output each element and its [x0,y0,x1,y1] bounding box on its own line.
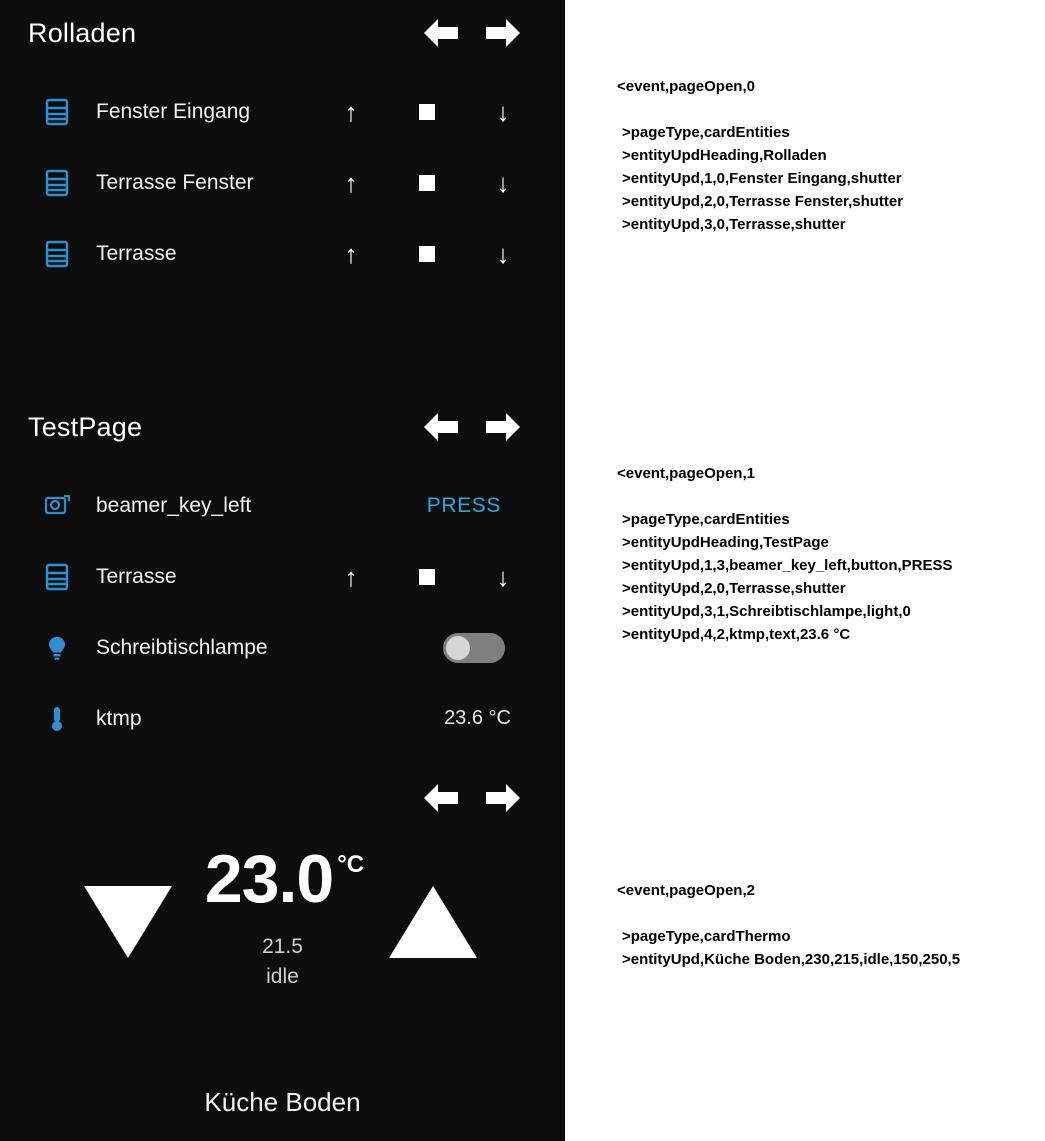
temperature-value: 23.6 °C [444,707,511,729]
shutter-up-button[interactable]: ↑ [344,96,358,127]
list-item-label: Schreibtischlampe [96,635,268,659]
shutter-down-button[interactable]: ↓ [496,96,510,127]
target-temperature: 21.5 [262,935,303,958]
card-header [0,394,565,460]
shutter-up-button[interactable]: ↑ [344,167,358,198]
temperature-unit: °C [337,851,365,878]
log-lines [617,508,953,646]
list-item-label: Terrasse Fenster [96,170,254,194]
list-item-label: ktmp [96,706,142,730]
log-line: >entityUpd,1,0,Fenster Eingang,shutter [622,170,902,187]
list-item-label: Fenster Eingang [96,99,251,123]
right-arrow-icon[interactable] [483,410,525,444]
thermostat-body [0,831,565,1081]
list-item-label: Terrasse [96,241,177,265]
shutter-icon [34,240,80,268]
log-lines [617,121,903,236]
shutter-up-button[interactable]: ↑ [344,238,358,269]
log-line: >entityUpd,3,0,Terrasse,shutter [622,216,846,233]
nav-arrows [419,410,541,444]
stop-square-icon [419,104,435,120]
page-title: TestPage [28,411,143,442]
thermostat-name: Küche Boden [204,1087,361,1117]
nav-arrows [419,16,541,50]
press-button[interactable]: PRESS [426,493,501,517]
shutter-up-button[interactable]: ↑ [344,561,358,592]
list-item-label: Terrasse [96,564,177,588]
list-item[interactable] [0,470,565,541]
list-item[interactable] [0,147,565,218]
log-line: >entityUpd,2,0,Terrasse,shutter [622,580,846,597]
toggle-knob [446,636,470,660]
card-entities-testpage [0,394,565,754]
log-line: >entityUpd,1,3,beamer_key_left,button,PRESS [622,557,953,574]
shutter-down-button[interactable]: ↓ [496,167,510,198]
entity-rows [0,460,565,754]
shutter-stop-button[interactable] [389,569,465,585]
log-event-line: <event,pageOpen,0 [617,78,755,95]
card-entities-rolladen [0,0,565,289]
page-title: Rolladen [28,17,137,48]
list-item [0,683,565,754]
log-line: >entityUpd,Küche Boden,230,215,idle,150,250,5 [622,951,961,968]
stop-square-icon [419,569,435,585]
stop-square-icon [419,246,435,262]
shutter-icon [34,563,80,591]
log-event-line: <event,pageOpen,1 [617,465,755,482]
right-arrow-icon[interactable] [483,781,525,815]
log-line: >entityUpd,3,1,Schreibtischlampe,light,0 [622,603,911,620]
shutter-controls [311,238,541,269]
left-arrow-icon[interactable] [419,16,461,50]
left-arrow-icon[interactable] [419,781,461,815]
serial-log-panel [565,0,1045,1141]
list-item[interactable] [0,218,565,289]
shutter-down-button[interactable]: ↓ [496,561,510,592]
shutter-controls [311,561,541,592]
card-thermo [0,765,565,1117]
current-temperature-group [0,841,565,917]
nav-arrows [419,781,541,815]
thermometer-icon [34,705,80,733]
shutter-down-button[interactable]: ↓ [496,238,510,269]
list-item-label: beamer_key_left [96,493,252,517]
shutter-controls [311,96,541,127]
left-arrow-icon[interactable] [419,410,461,444]
bulb-icon [34,634,80,662]
log-line: >pageType,cardEntities [622,124,790,141]
log-block [617,78,903,236]
log-line: >entityUpd,4,2,ktmp,text,23.6 °C [622,626,851,643]
shutter-stop-button[interactable] [389,246,465,262]
log-event-line: <event,pageOpen,2 [617,882,755,899]
log-line: >entityUpd,2,0,Terrasse Fenster,shutter [622,193,904,210]
stop-square-icon [419,175,435,191]
log-line: >pageType,cardThermo [622,928,791,945]
list-item[interactable] [0,541,565,612]
shutter-icon [34,169,80,197]
log-line: >pageType,cardEntities [622,511,790,528]
projector-icon [34,492,80,520]
log-line: >entityUpdHeading,Rolladen [622,147,827,164]
log-line: >entityUpdHeading,TestPage [622,534,829,551]
right-arrow-icon[interactable] [483,16,525,50]
list-item[interactable] [0,76,565,147]
thermostat-state: idle [266,965,299,988]
entity-rows [0,66,565,289]
shutter-stop-button[interactable] [389,104,465,120]
card-header [0,765,565,831]
log-block [617,465,953,646]
current-temperature: 23.0 [204,841,334,917]
card-header [0,0,565,66]
shutter-stop-button[interactable] [389,175,465,191]
thermostat-readout [0,841,565,989]
log-block [617,882,960,971]
list-item[interactable] [0,612,565,683]
shutter-controls [311,167,541,198]
shutter-icon [34,98,80,126]
light-toggle[interactable] [443,633,505,663]
log-lines [617,925,960,971]
